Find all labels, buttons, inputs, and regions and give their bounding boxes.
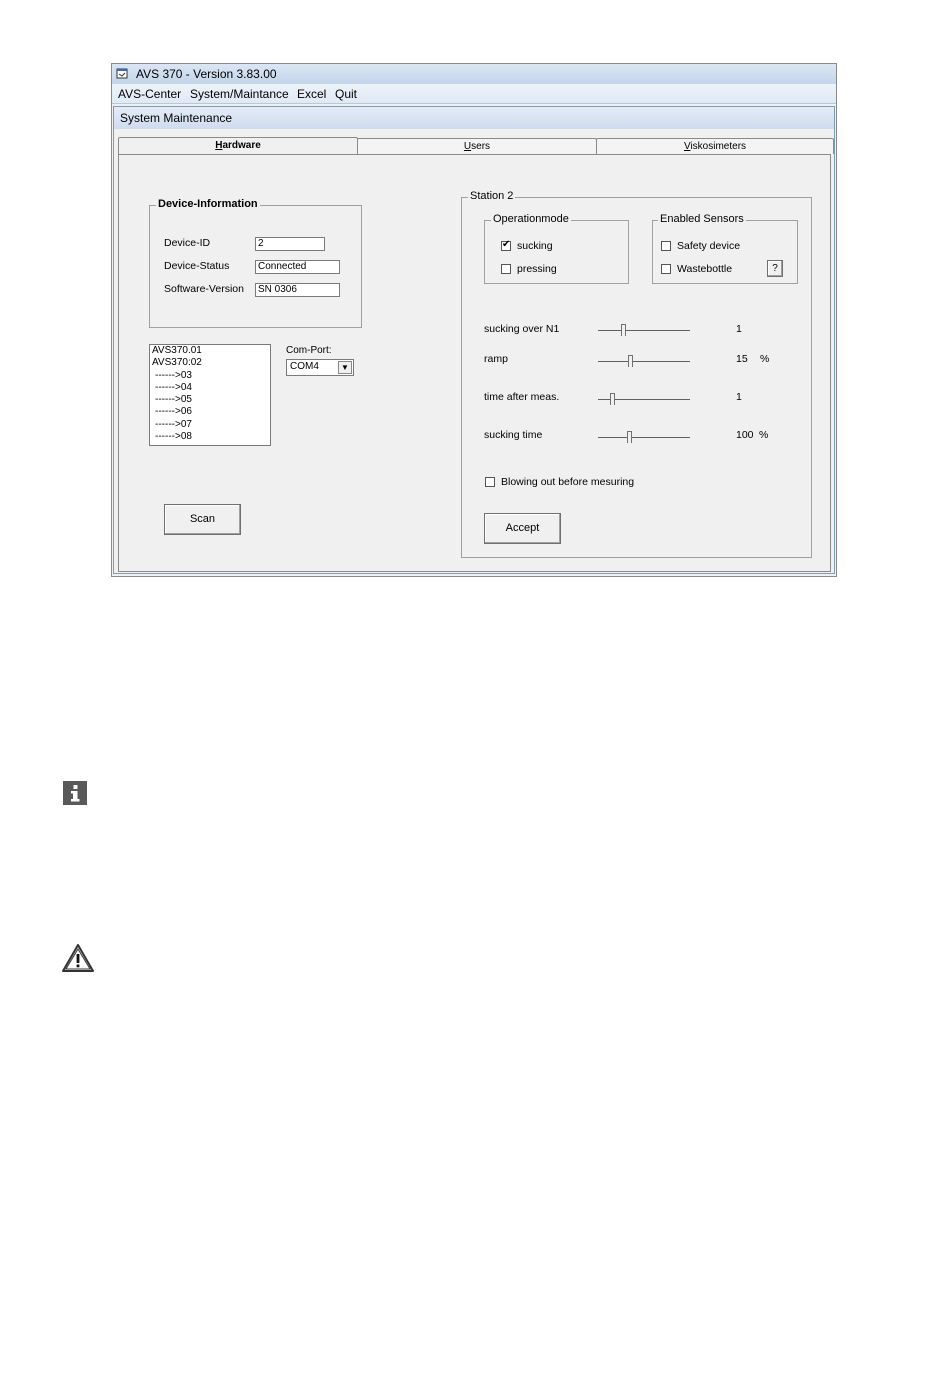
slider-unit-sucking-time: % — [759, 429, 769, 441]
list-item[interactable]: ------>07 — [155, 418, 192, 430]
device-status-field[interactable]: Connected — [255, 260, 340, 274]
child-title-bar — [114, 107, 834, 129]
pressing-checkbox[interactable] — [501, 264, 511, 274]
hardware-tab-panel — [118, 154, 831, 572]
slider-label-sucking-over-n1: sucking over N1 — [484, 323, 560, 335]
list-item[interactable]: ------>04 — [155, 381, 192, 393]
enabled-sensors-legend: Enabled Sensors — [660, 213, 744, 225]
time-after-meas-slider[interactable] — [598, 393, 690, 407]
slider-label-ramp: ramp — [484, 353, 508, 365]
operationmode-group — [484, 213, 629, 284]
accept-button[interactable]: Accept — [484, 513, 561, 544]
com-port-label: Com-Port: — [286, 345, 332, 356]
slider-unit-ramp: % — [760, 353, 770, 365]
sucking-label: sucking — [517, 240, 553, 252]
info-icon — [63, 781, 87, 805]
scan-button[interactable]: Scan — [164, 504, 241, 535]
device-information-group — [149, 198, 362, 328]
tab-users-label: sers — [471, 141, 491, 152]
list-item[interactable]: AVS370:02 — [152, 357, 202, 369]
slider-value-time-after-meas: 1 — [736, 391, 742, 403]
check-icon: ✔ — [502, 239, 511, 250]
menu-excel[interactable]: Excel — [297, 87, 327, 101]
tab-users[interactable] — [357, 138, 597, 154]
device-id-label: Device-ID — [164, 237, 211, 249]
slider-thumb[interactable] — [621, 324, 626, 336]
sucking-time-slider[interactable] — [598, 431, 690, 445]
station-legend: Station 2 — [470, 190, 514, 202]
tab-viskosimeters[interactable] — [596, 138, 834, 154]
tab-users-accesskey: U — [463, 141, 472, 152]
tab-viskosimeters-label: iskosimeters — [690, 141, 747, 152]
app-icon — [116, 67, 128, 79]
menu-avs-center[interactable]: AVS-Center — [118, 87, 182, 101]
device-id-field[interactable]: 2 — [255, 237, 325, 251]
wastebottle-label: Wastebottle — [677, 263, 733, 275]
chevron-down-icon[interactable]: ▼ — [338, 361, 352, 374]
slider-label-sucking-time: sucking time — [484, 429, 543, 441]
list-item[interactable]: AVS370.01 — [152, 345, 202, 356]
slider-value-ramp: 15 — [736, 353, 748, 365]
help-button[interactable]: ? — [767, 260, 783, 277]
station-group — [461, 190, 812, 558]
title-bar — [112, 64, 836, 84]
software-version-label: Software-Version — [164, 283, 244, 295]
ramp-slider[interactable] — [598, 355, 690, 369]
slider-value-sucking-over-n1: 1 — [736, 323, 742, 335]
window-title: AVS 370 - Version 3.83.00 — [136, 67, 277, 81]
warning-icon — [61, 943, 95, 973]
slider-value-sucking-time: 100 — [736, 429, 754, 441]
tab-hardware-label: ardware — [222, 140, 261, 151]
pressing-label: pressing — [517, 263, 557, 275]
system-maintenance-window — [113, 106, 835, 574]
slider-thumb[interactable] — [610, 393, 615, 405]
slider-label-time-after-meas: time after meas. — [484, 391, 560, 403]
blowing-out-checkbox[interactable] — [485, 477, 495, 487]
device-information-legend: Device-Information — [158, 198, 258, 210]
device-status-label: Device-Status — [164, 260, 230, 272]
slider-thumb[interactable] — [628, 355, 633, 367]
list-item[interactable]: ------>03 — [155, 369, 192, 381]
slider-thumb[interactable] — [627, 431, 632, 443]
menu-system-maintance[interactable]: System/Maintance — [190, 87, 289, 101]
enabled-sensors-group — [652, 213, 798, 284]
blowing-out-label: Blowing out before mesuring — [501, 476, 635, 488]
com-port-value: COM4 — [290, 361, 319, 372]
app-window — [111, 63, 837, 577]
tab-viskosimeters-accesskey: V — [683, 141, 691, 152]
sucking-checkbox[interactable] — [501, 241, 511, 251]
menu-quit[interactable]: Quit — [335, 87, 358, 101]
menu-bar — [112, 84, 836, 104]
tab-hardware[interactable] — [118, 137, 358, 155]
device-listbox[interactable] — [149, 344, 271, 446]
tab-hardware-accesskey: H — [215, 140, 223, 151]
sucking-over-n1-slider[interactable] — [598, 324, 690, 338]
list-item[interactable]: ------>06 — [155, 406, 192, 418]
software-version-field[interactable]: SN 0306 — [255, 283, 340, 297]
com-port-select[interactable] — [286, 359, 354, 376]
wastebottle-checkbox[interactable] — [661, 264, 671, 274]
child-window-title: System Maintenance — [120, 111, 233, 125]
list-item[interactable]: ------>08 — [155, 431, 192, 443]
operationmode-legend: Operationmode — [493, 213, 569, 225]
safety-device-label: Safety device — [677, 240, 741, 252]
safety-device-checkbox[interactable] — [661, 241, 671, 251]
list-item[interactable]: ------>05 — [155, 394, 192, 406]
